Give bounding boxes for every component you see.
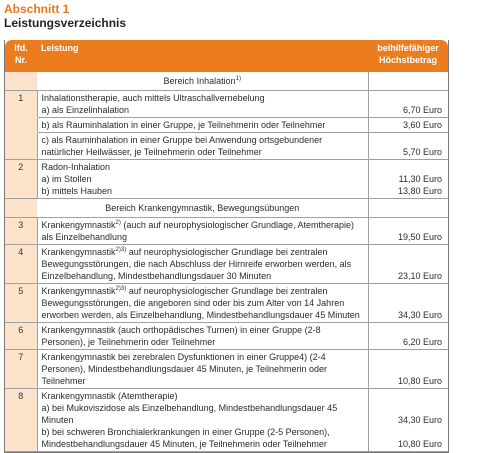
services-table (4, 40, 449, 453)
row-service: Krankengymnastik$^{2)3)}$ auf neurophysiologischer Grundlage bei zentralen Bewegungsstörungen, die nach Abschluss der Hirnreife erworben werden, als Einzelbehandlung, Mindestbehandlungsdauer 30 Minuten (37, 245, 368, 284)
page-title: Leistungsverzeichnis (4, 16, 127, 30)
row-price: 19,50 Euro (368, 218, 448, 245)
row-number: 5 (5, 284, 37, 323)
table-header-row (5, 40, 448, 72)
row-number: 4 (5, 245, 37, 284)
row-price: 34,30 Euro 10,80 Euro (368, 389, 448, 452)
page-heading (4, 2, 126, 30)
section-title-text: Bereich Inhalation (163, 76, 236, 86)
footnote-marker: 2)3) (115, 286, 127, 292)
table-row (5, 218, 448, 245)
row-service: Radon-Inhalation a) im Stollen b) mittels Hauben (37, 160, 368, 199)
row-number: 6 (5, 323, 37, 350)
column-header-number: lfd. Nr. (5, 40, 37, 72)
row-number: 7 (5, 350, 37, 389)
row-service: Krankengymnastik$^{2)3)}$ auf neurophysiologischer Grundlage bei zentralen Bewegungsstörungen, die angeboren sind oder bis zum Alter von 14 Jahren erworben werden, als Einzelbehandlung, Mindestbehandlungsdauer 45 Minuten (37, 284, 368, 323)
row-number (5, 133, 37, 160)
row-price: 10,80 Euro (368, 350, 448, 389)
table-row (5, 91, 448, 118)
row-service: c) als Rauminhalation in einer Gruppe bei Anwendung ortsgebundener natürlicher Heilwässer, je Teilnehmerin oder Teilnehmer (37, 133, 368, 160)
table-row (5, 389, 448, 452)
section-row (5, 199, 448, 218)
table-row (5, 323, 448, 350)
row-service: Krankengymnastik bei zerebralen Dysfunktionen in einer Gruppe4) (2-4 Personen), Mindestbehandlungsdauer 45 Minuten, je Teilnehmerin oder Teilnehmer (37, 350, 368, 389)
row-number (5, 118, 37, 133)
row-service: Inhalationstherapie, auch mittels Ultraschallvernebelung a) als Einzelinhalation (37, 91, 368, 118)
table-row (5, 160, 448, 199)
row-price: 3,60 Euro (368, 118, 448, 133)
row-number: 2 (5, 160, 37, 199)
row-number: 8 (5, 389, 37, 452)
row-price (368, 72, 448, 91)
row-service: Krankengymnastik (Atemtherapie) a) bei Mukoviszidose als Einzelbehandlung, Mindestbehandlungsdauer 45 Minuten b) bei schweren Bronchialerkrankungen in einer Gruppe (2-5 Personen), Mindestbehandlungsdauer 45 Minuten, je Teilnehmerin oder Teilnehmer (37, 389, 368, 452)
row-service: b) als Rauminhalation in einer Gruppe, je Teilnehmerin oder Teilnehmer (37, 118, 368, 133)
table-row (5, 350, 448, 389)
row-price: 34,30 Euro (368, 284, 448, 323)
table-row (5, 245, 448, 284)
table-body (5, 72, 448, 452)
table-row (5, 284, 448, 323)
table-row (5, 133, 448, 160)
row-price (368, 199, 448, 218)
row-service: Krankengymnastik$^{2)}$ (auch auf neurophysiologischer Grundlage, Atemtherapie) als Einzelbehandlung (37, 218, 368, 245)
row-price: 6,70 Euro (368, 91, 448, 118)
row-price: 11,30 Euro 13,80 Euro (368, 160, 448, 199)
row-number: 3 (5, 218, 37, 245)
row-price: 6,20 Euro (368, 323, 448, 350)
footnote-marker: 1) (235, 76, 241, 82)
row-number (5, 72, 37, 91)
row-number: 1 (5, 91, 37, 118)
column-header-service: Leistung (37, 40, 368, 72)
section-title (37, 199, 368, 218)
row-number (5, 199, 37, 218)
footnote-marker: 2) (115, 220, 121, 226)
footnote-marker: 2)3) (115, 247, 127, 253)
table-row (5, 118, 448, 133)
section-title-text: Bereich Krankengymnastik, Bewegungsübungen (105, 203, 300, 213)
section-label: Abschnitt 1 (4, 2, 70, 16)
section-row (5, 72, 448, 91)
row-price: 5,70 Euro (368, 133, 448, 160)
section-title (37, 72, 368, 91)
row-service: Krankengymnastik (auch orthopädisches Turnen) in einer Gruppe (2-8 Personen), je Teilnehmerin oder Teilnehmer (37, 323, 368, 350)
column-header-price: beihilfefähiger Höchstbetrag (368, 40, 448, 72)
row-price: 23,10 Euro (368, 245, 448, 284)
